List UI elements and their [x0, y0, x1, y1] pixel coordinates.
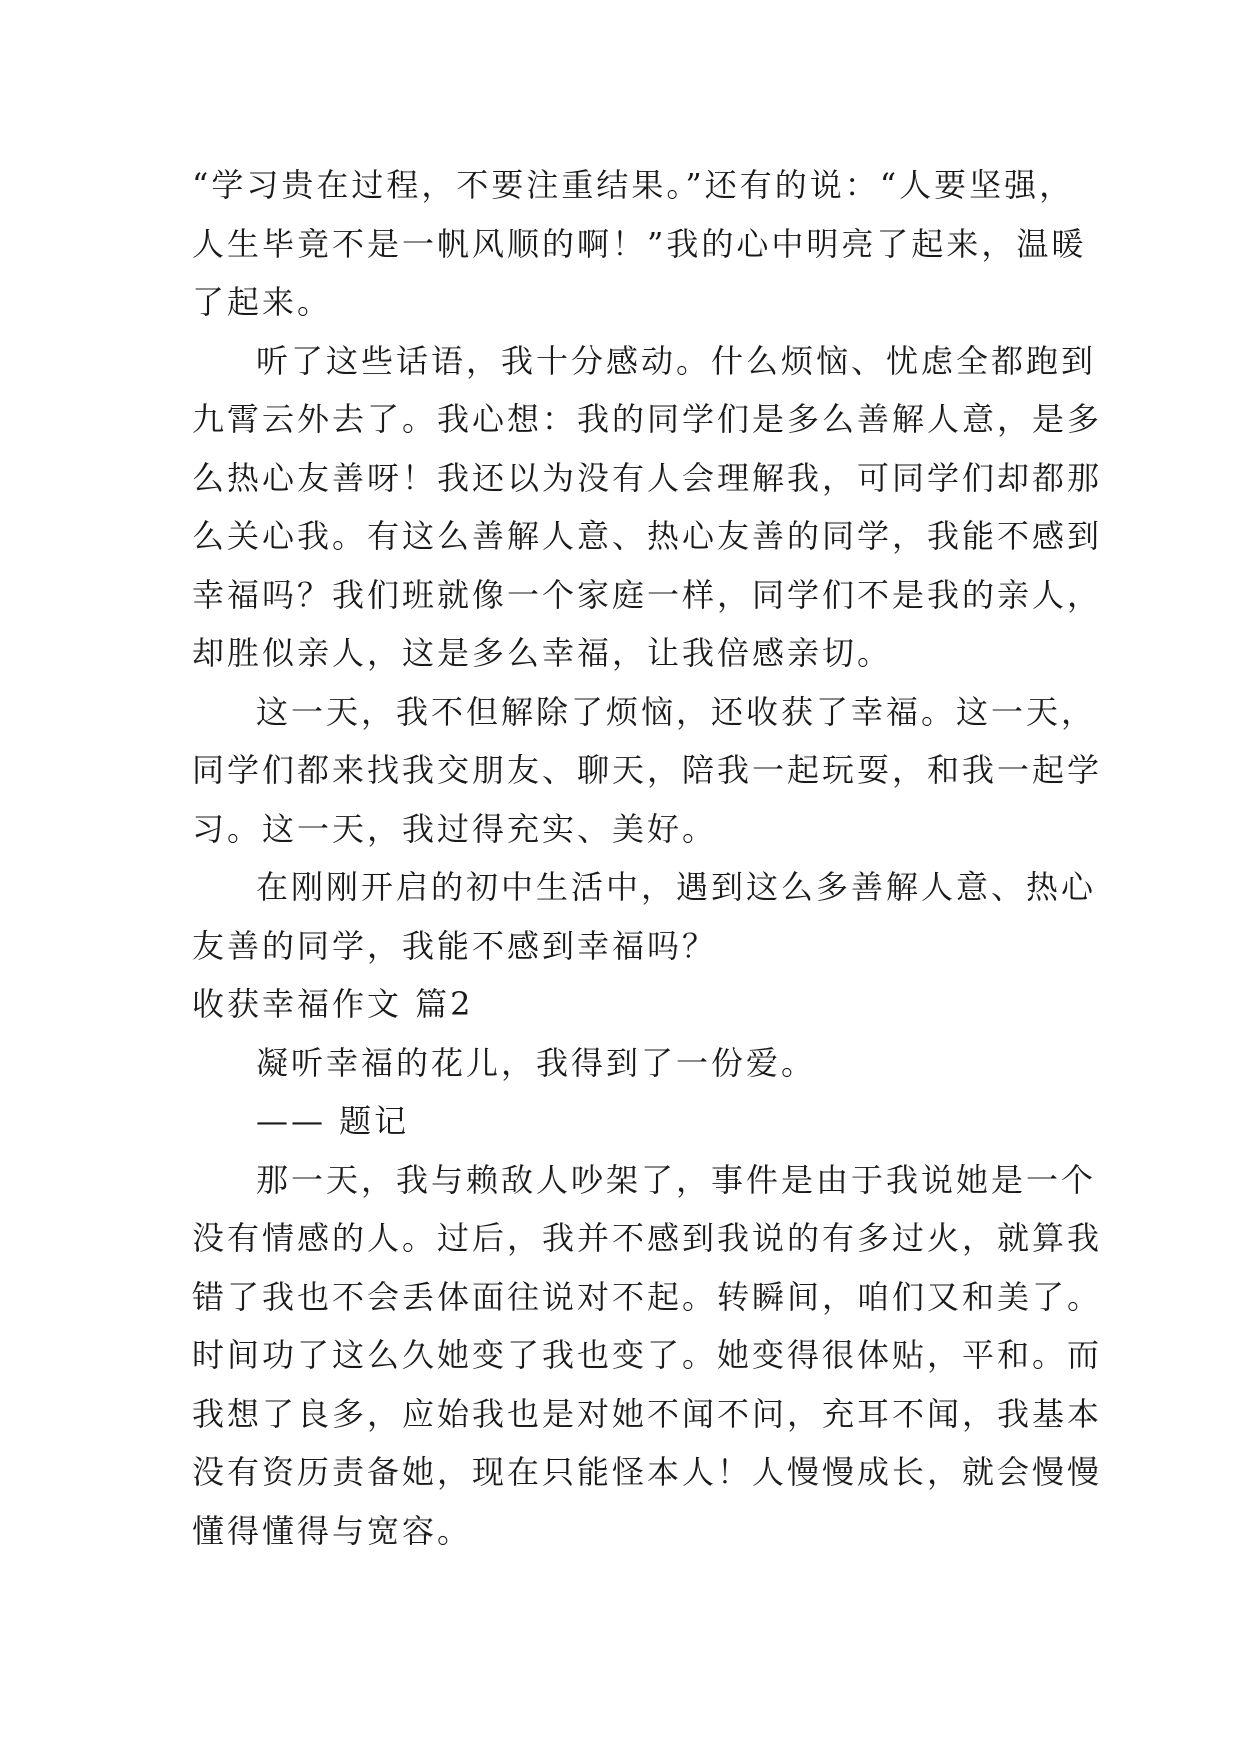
text-line: 友善的同学，我能不感到幸福吗？ [192, 926, 718, 965]
text-line: 在刚刚开启的初中生活中，遇到这么多善解人意、热心 [256, 868, 1097, 906]
text-line: 么热心友善呀！我还以为没有人会理解我，可同学们却都那 [192, 458, 1103, 497]
text-line: 却胜似亲人，这是多么幸福，让我倍感亲切。 [192, 634, 893, 672]
text-line: 么关心我。有这么善解人意、热心友善的同学，我能不感到 [192, 517, 1103, 555]
essay-text [192, 156, 1103, 1560]
text-line: 人生毕竟不是一帆风顺的啊！”我的心中明亮了起来，温暖 [192, 224, 1087, 263]
text-line: 懂得懂得与宽容。 [192, 1511, 473, 1550]
text-line: 那一天，我与赖敌人吵架了，事件是由于我说她是一个 [256, 1160, 1097, 1199]
text-line: 听了这些话语，我十分感动。什么烦恼、忧虑全都跑到 [256, 341, 1097, 380]
section-heading: 收获幸福作文 篇2 [192, 985, 474, 1023]
text-line: “学习贵在过程，不要注重结果。”还有的说：“人要坚强， [192, 166, 1075, 204]
text-line: 了起来。 [192, 283, 333, 321]
text-line: 凝听幸福的花儿，我得到了一份爱。 [256, 1043, 817, 1082]
text-line: 幸福吗？我们班就像一个家庭一样，同学们不是我的亲人， [192, 575, 1103, 614]
text-line: 同学们都来找我交朋友、聊天，陪我一起玩耍，和我一起学 [192, 751, 1103, 789]
text-line: 没有情感的人。过后，我并不感到我说的有多过火，就算我 [192, 1219, 1103, 1257]
text-line: 九霄云外去了。我心想：我的同学们是多么善解人意，是多 [192, 400, 1103, 438]
text-line: 没有资历责备她，现在只能怪本人！人慢慢成长，就会慢慢 [192, 1453, 1103, 1491]
text-line: 习。这一天，我过得充实、美好。 [192, 809, 718, 848]
text-line: 时间功了这么久她变了我也变了。她变得很体贴，平和。而 [192, 1336, 1103, 1374]
text-line: 这一天，我不但解除了烦恼，还收获了幸福。这一天， [256, 692, 1097, 731]
text-line: 错了我也不会丢体面往说对不起。转瞬间，咱们又和美了。 [192, 1277, 1103, 1316]
text-line: 我想了良多，应始我也是对她不闻不问，充耳不闻，我基本 [192, 1394, 1103, 1433]
epigraph-attribution: —— 题记 [256, 1102, 410, 1140]
